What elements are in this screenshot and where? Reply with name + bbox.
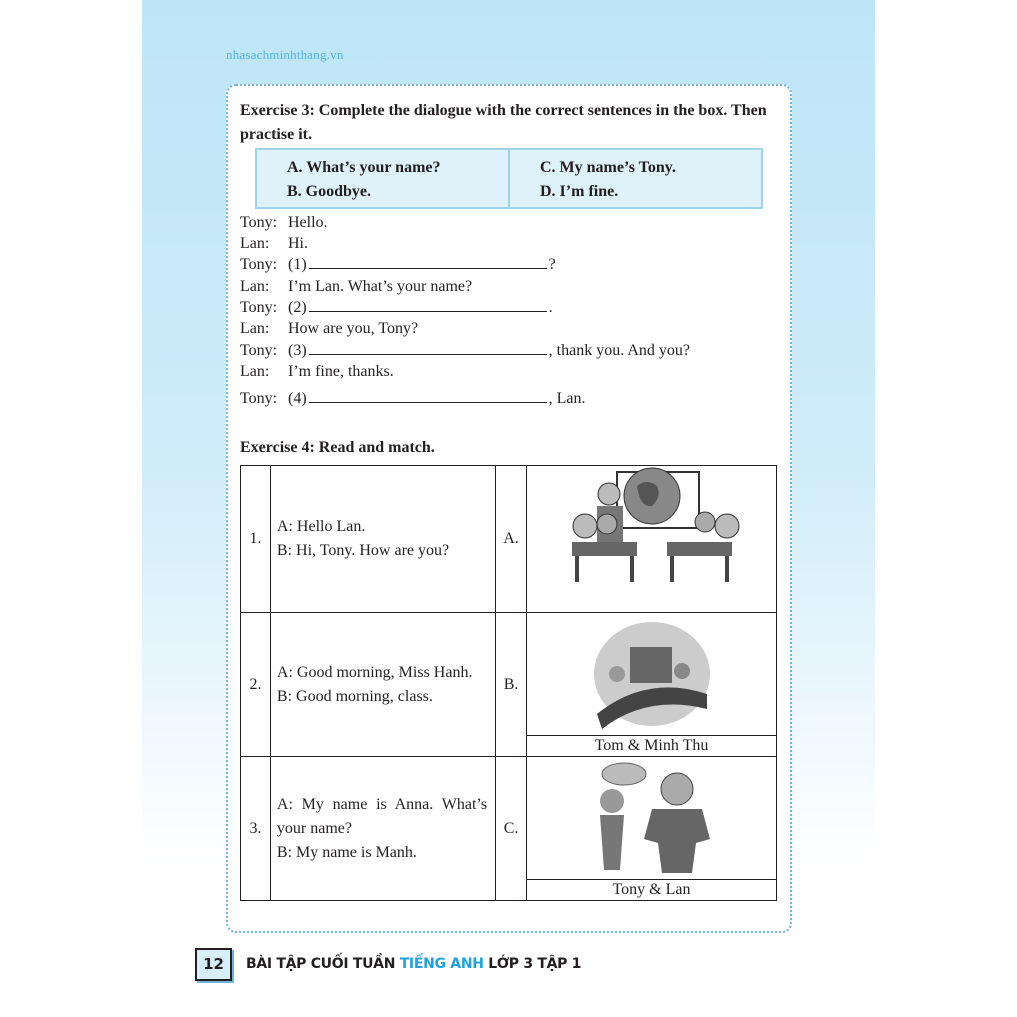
row-letter: A. [496, 466, 527, 613]
option-c: C. My name’s Tony. [540, 159, 676, 176]
line-suffix: , Lan. [548, 390, 586, 407]
line-text: (2) [288, 299, 307, 316]
line-text: (3) [288, 342, 307, 359]
dialogue-line [240, 278, 472, 296]
option-a: A. What’s your name? [287, 159, 441, 176]
exercise4-title: Exercise 4: Read and match. [240, 439, 435, 456]
line-b: B: Hi, Tony. How are you? [276, 542, 450, 559]
line-text: How are you, Tony? [288, 320, 419, 337]
answer-blank[interactable] [309, 342, 547, 355]
answer-blank[interactable] [309, 390, 547, 403]
school-image [527, 613, 777, 757]
dialogue-line [240, 342, 690, 360]
school-illustration-icon [592, 619, 712, 729]
table-row [241, 613, 777, 757]
speaker: Lan: [240, 278, 270, 295]
line-a: A: Hello Lan. [276, 518, 366, 535]
line-suffix: . [548, 299, 553, 316]
speaker: Tony: [240, 299, 278, 316]
speaker: Tony: [240, 342, 278, 359]
option-d: D. I’m fine. [540, 183, 619, 200]
dialogue-line [240, 235, 308, 253]
people-image [527, 757, 777, 901]
classroom-illustration-icon [527, 466, 775, 607]
row-dialogue [270, 613, 495, 757]
line-a: A: My name is Anna. What’s your name? [276, 795, 488, 837]
book-title-pre: BÀI TẬP CUỐI TUẦN [246, 956, 400, 972]
image-caption: Tony & Lan [612, 881, 691, 898]
page-number: 12 [195, 948, 232, 981]
table-row [241, 757, 777, 901]
line-text: I’m Lan. What’s your name? [288, 278, 473, 295]
match-table [240, 465, 777, 901]
row-number: 1. [241, 466, 271, 613]
site-watermark: nhasachminhthang.vn [226, 47, 344, 62]
option-b: B. Goodbye. [287, 183, 372, 200]
dialogue-line [240, 299, 553, 317]
row-dialogue [270, 757, 495, 901]
line-text: (1) [288, 256, 307, 273]
speaker: Tony: [240, 214, 278, 231]
options-box [255, 148, 763, 209]
speaker: Lan: [240, 235, 270, 252]
exercise3-title: Exercise 3: Complete the dialogue with the correct sentences in the box. Then practise it. [240, 102, 767, 143]
line-suffix: ? [548, 256, 556, 273]
row-letter: C. [496, 757, 527, 901]
line-text: I’m fine, thanks. [288, 363, 394, 380]
line-suffix: , thank you. And you? [548, 342, 690, 359]
dialogue-line [240, 320, 418, 338]
table-row [241, 466, 777, 613]
image-caption: Tom & Minh Thu [594, 737, 709, 754]
line-b: B: Good morning, class. [276, 687, 433, 705]
speaker: Tony: [240, 256, 278, 273]
line-text: Hi. [288, 235, 308, 252]
line-text: Hello. [288, 214, 328, 231]
people-illustration-icon [582, 759, 722, 877]
speaker: Lan: [240, 363, 270, 380]
line-text: (4) [288, 390, 307, 407]
answer-blank[interactable] [309, 299, 547, 312]
line-b: B: My name is Manh. [276, 843, 417, 861]
row-number: 3. [241, 757, 271, 901]
book-title-highlight: TIẾNG ANH [399, 956, 484, 972]
line-a: A: Good morning, Miss Hanh. [276, 663, 473, 681]
row-number: 2. [241, 613, 271, 757]
answer-blank[interactable] [309, 256, 547, 269]
book-title-post: LỚP 3 TẬP 1 [483, 956, 582, 972]
dialogue-line [240, 256, 556, 274]
row-dialogue [270, 466, 495, 613]
speaker: Lan: [240, 320, 270, 337]
row-letter: B. [496, 613, 527, 757]
classroom-image [527, 466, 777, 613]
dialogue-line [240, 390, 586, 408]
speaker: Tony: [240, 390, 278, 407]
dialogue-line [240, 214, 328, 232]
dialogue-line [240, 363, 394, 381]
book-title [246, 956, 581, 972]
